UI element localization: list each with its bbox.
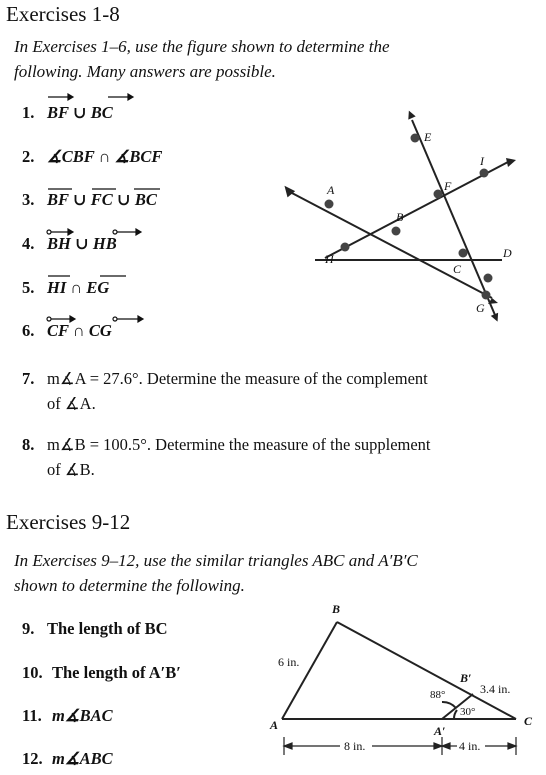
exercise-number: 5. bbox=[22, 278, 35, 297]
exercise-number: 1. bbox=[22, 103, 35, 122]
exercise-expression: HI ∩ EG bbox=[47, 278, 110, 297]
label-B: B bbox=[332, 602, 341, 616]
label-I: I bbox=[480, 154, 484, 168]
base-AAp-length: 8 in. bbox=[344, 739, 366, 753]
exercise-expression: ∡CBF ∩ ∡BCF bbox=[47, 147, 163, 166]
point-G bbox=[482, 291, 491, 300]
label-C: C bbox=[524, 714, 533, 728]
exercise-expression: BF ∪ BC bbox=[47, 103, 113, 122]
point-I bbox=[480, 169, 489, 178]
exercise-text: m∡BAC bbox=[52, 706, 113, 725]
section-2-title: Exercises 9-12 bbox=[6, 510, 131, 534]
exercise-number: 12. bbox=[22, 749, 43, 768]
exercise-number: 9. bbox=[22, 619, 35, 638]
exercise-8-line-1: m∡B = 100.5°. Determine the measure of the supplement bbox=[47, 435, 431, 454]
base-ApC-length: 4 in. bbox=[459, 739, 481, 753]
point-B bbox=[392, 227, 401, 236]
section-1-intro-line-1: In Exercises 1–6, use the figure shown to determine the bbox=[14, 37, 390, 56]
section-2-intro-line-1: In Exercises 9–12, use the similar triangles ABC and A′B′C bbox=[14, 551, 418, 570]
exercise-10 bbox=[22, 663, 181, 683]
exercise-expression: BF ∪ FC ∪ BC bbox=[47, 190, 157, 209]
exercise-number: 4. bbox=[22, 234, 35, 253]
exercise-7-line-2: of ∡A. bbox=[47, 394, 96, 413]
exercise-expression: BH ∪ HB bbox=[47, 234, 117, 253]
exercise-text: The length of A′B′ bbox=[52, 663, 181, 682]
side-BpC-length: 3.4 in. bbox=[480, 682, 511, 696]
point-A bbox=[325, 200, 334, 209]
lines-figure bbox=[270, 110, 520, 325]
exercise-text: The length of BC bbox=[47, 619, 168, 638]
point-E bbox=[411, 134, 420, 143]
label-D: D bbox=[503, 246, 512, 260]
side-AB-length: 6 in. bbox=[278, 655, 300, 669]
label-A: A bbox=[270, 718, 279, 732]
label-G: G bbox=[476, 301, 485, 315]
point-C bbox=[459, 249, 468, 258]
exercise-11 bbox=[22, 706, 113, 726]
label-F: F bbox=[444, 179, 452, 193]
angle-88-label: 88° bbox=[430, 689, 446, 701]
exercise-text: m∡ABC bbox=[52, 749, 113, 768]
exercise-number: 7. bbox=[22, 369, 35, 388]
label-B: B bbox=[396, 210, 404, 224]
exercise-7 bbox=[22, 366, 428, 416]
label-H: H bbox=[325, 252, 334, 266]
triangles-figure bbox=[250, 598, 546, 775]
point-F bbox=[434, 190, 443, 199]
label-A: A bbox=[327, 183, 335, 197]
exercise-9 bbox=[22, 619, 168, 639]
exercise-8-line-2: of ∡B. bbox=[47, 460, 95, 479]
exercise-12 bbox=[22, 749, 113, 769]
exercise-8 bbox=[22, 432, 431, 482]
label-A-prime: A′ bbox=[434, 724, 446, 738]
exercise-expression: CF ∩ CG bbox=[47, 321, 112, 340]
exercise-number: 10. bbox=[22, 663, 43, 682]
exercise-number: 6. bbox=[22, 321, 35, 340]
angle-30-label: 30° bbox=[460, 706, 476, 718]
exercise-number: 8. bbox=[22, 435, 35, 454]
exercise-number: 2. bbox=[22, 147, 35, 166]
section-1-title: Exercises 1-8 bbox=[6, 2, 120, 26]
exercise-7-line-1: m∡A = 27.6°. Determine the measure of the complement bbox=[47, 369, 428, 388]
label-B-prime: B′ bbox=[460, 671, 472, 685]
label-C: C bbox=[453, 262, 462, 276]
section-1-intro-line-2: following. Many answers are possible. bbox=[14, 62, 276, 81]
section-2-intro-line-2: shown to determine the following. bbox=[14, 576, 245, 595]
exercise-number: 3. bbox=[22, 190, 35, 209]
exercise-number: 11. bbox=[22, 706, 42, 725]
point-D bbox=[484, 274, 493, 283]
point-H bbox=[341, 243, 350, 252]
label-E: E bbox=[424, 130, 432, 144]
